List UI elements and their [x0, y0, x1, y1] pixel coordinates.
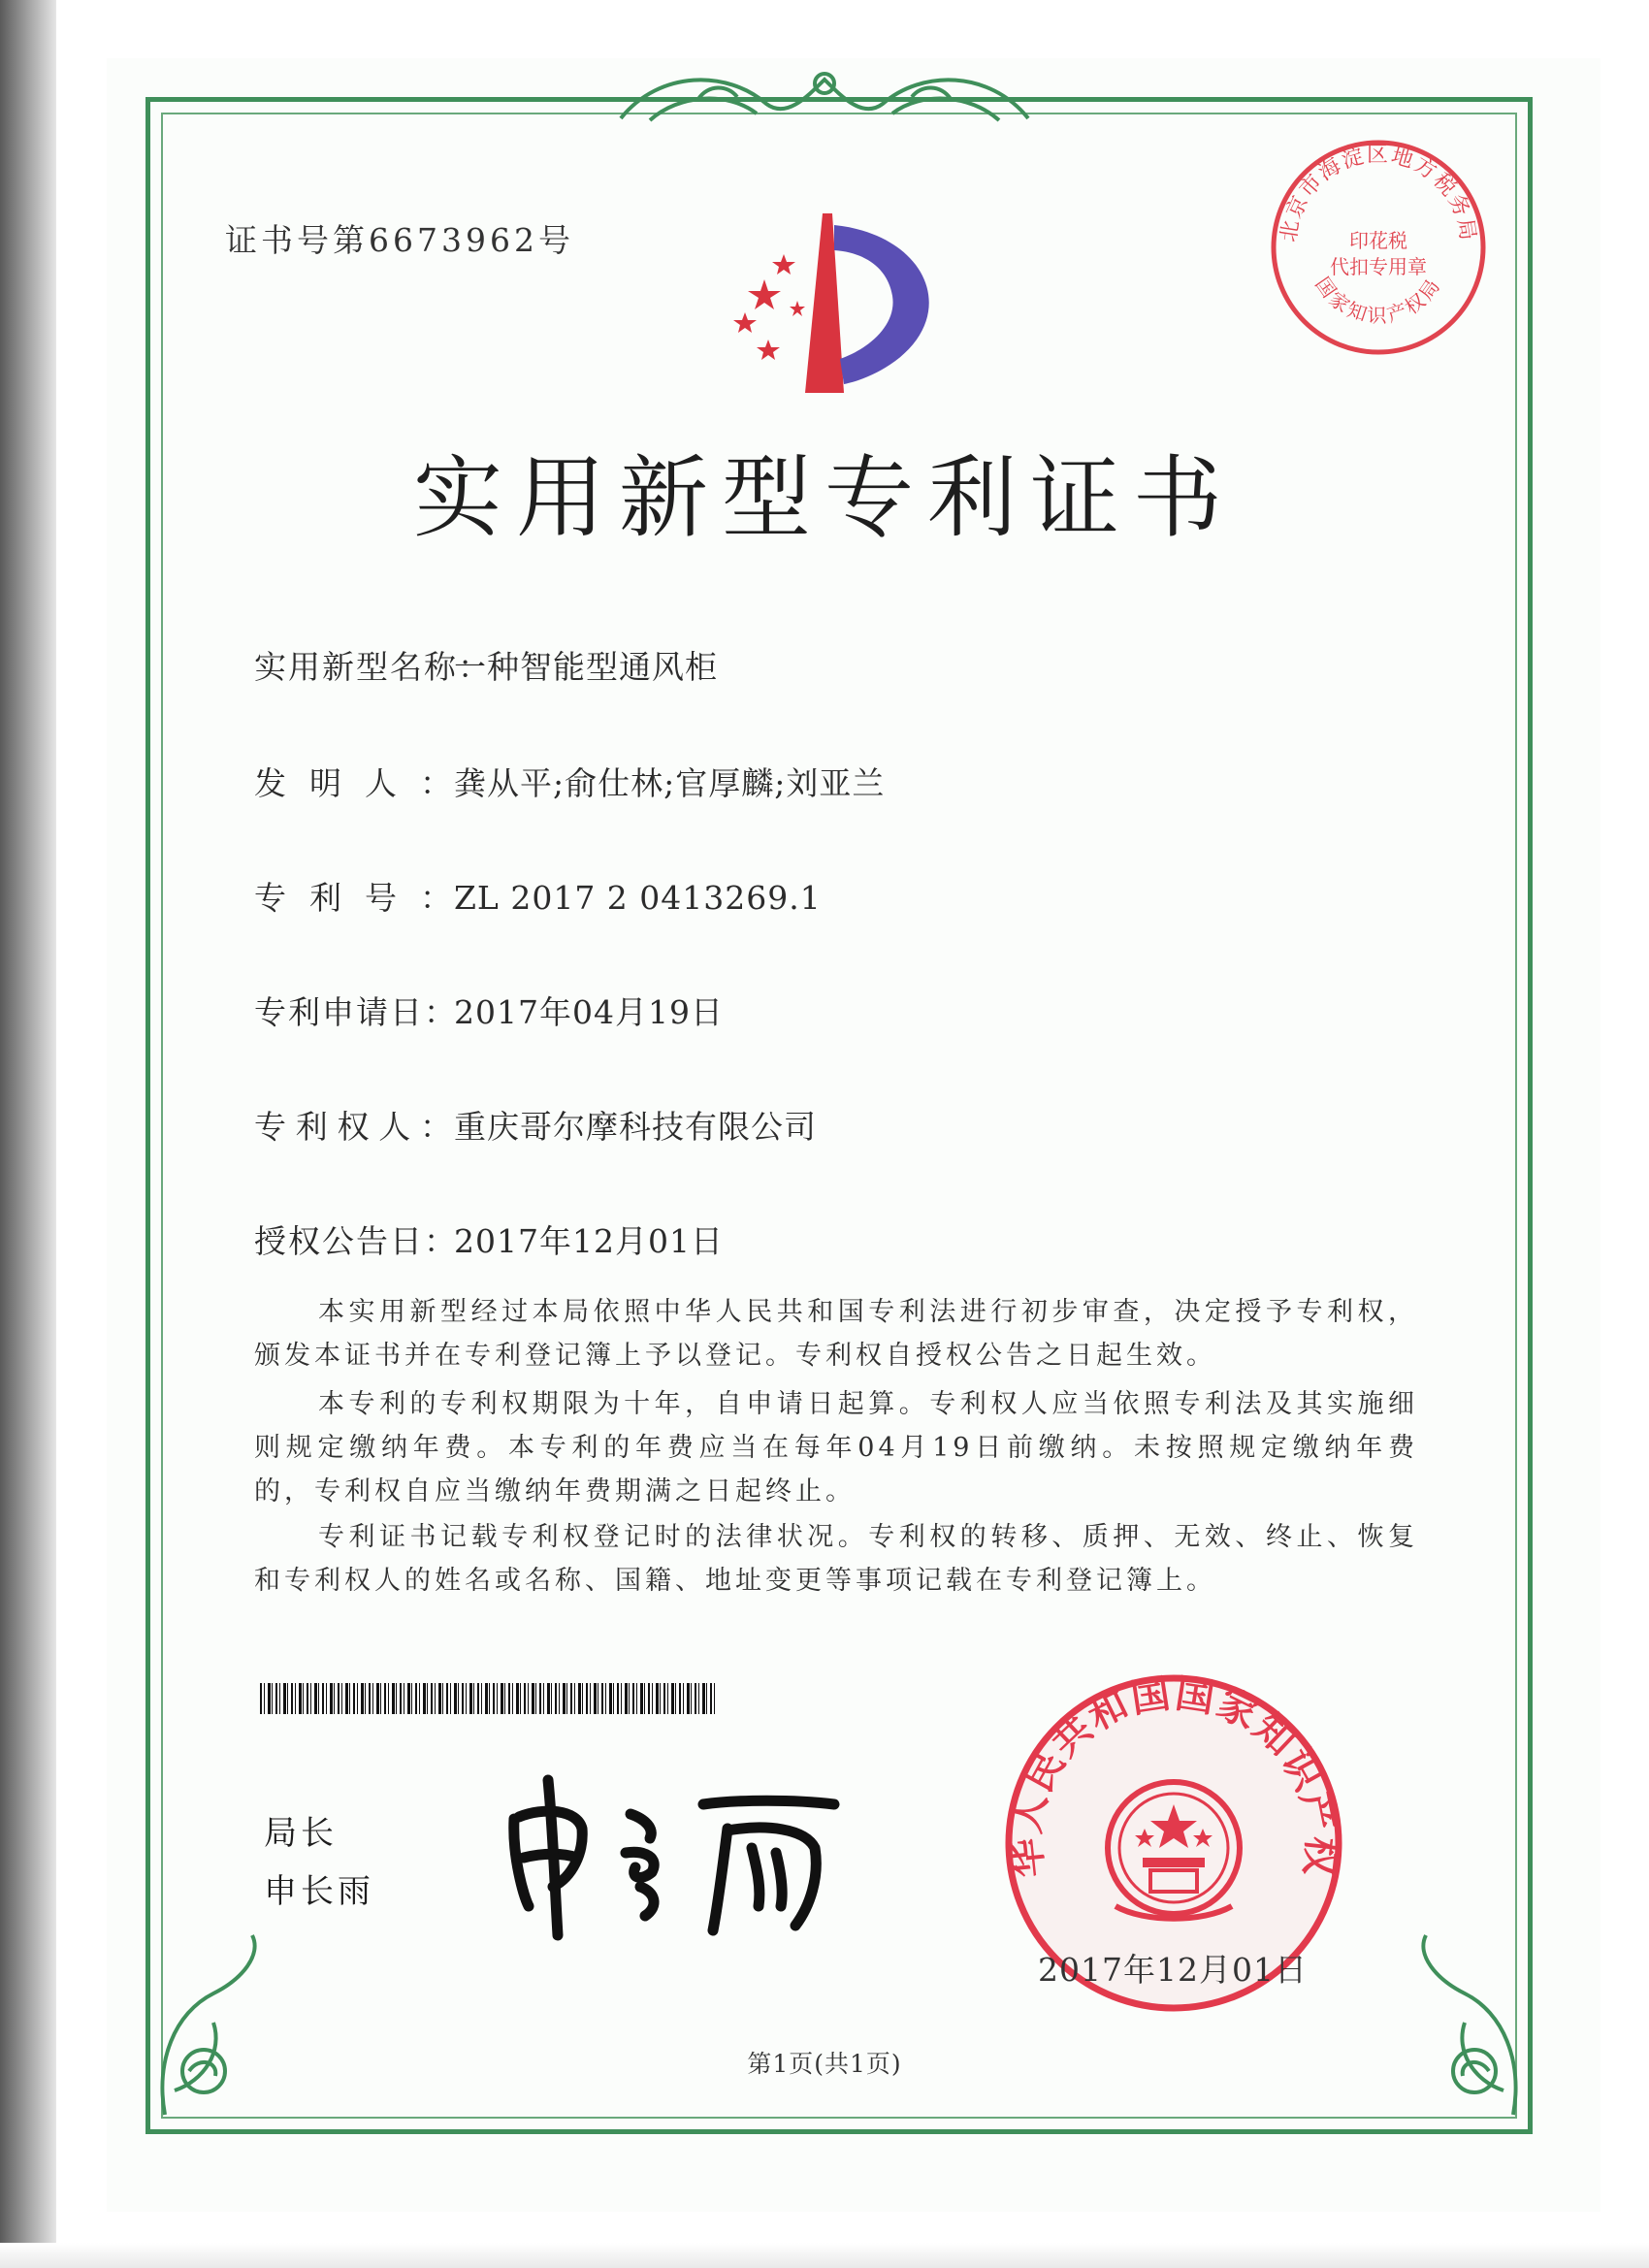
tax-stamp-bottom-text: 国家知识产权局 [1310, 273, 1446, 328]
tax-stamp-outer-text: 北京市海淀区地方税务局 [1277, 143, 1480, 244]
field-model-name [254, 642, 718, 688]
seal-date: 2017年12月01日 [1038, 1951, 1308, 1989]
page-title: 实用新型专利证书 [412, 446, 1236, 550]
field-value: 2017年04月19日 [454, 993, 724, 1031]
field-label: 专利权人： [254, 1108, 454, 1146]
body-paragraph-3: 专利证书记载专利权登记时的法律状况。专利权的转移、质押、无效、终止、恢复和专利权人的姓名或名称、国籍、地址变更等事项记载在专利登记簿上。 [254, 1522, 1418, 1596]
scan-bottom-edge [0, 2243, 1649, 2268]
top-ornament-icon [582, 60, 1067, 138]
tax-stamp [1267, 136, 1490, 359]
field-label: 专利申请日： [254, 993, 458, 1031]
barcode [260, 1683, 716, 1714]
field-label: 专利号： [254, 879, 454, 917]
field-grant-date [254, 1216, 724, 1262]
page-number: 第1页(共1页) [747, 2050, 902, 2078]
tax-stamp-line2: 代扣专用章 [1330, 255, 1427, 278]
director-title: 局长 [264, 1814, 338, 1853]
director-signature-icon [485, 1761, 873, 1945]
tax-stamp-line1: 印花税 [1349, 229, 1407, 252]
cnipa-logo-icon [708, 204, 960, 398]
field-value: 一种智能型通风柜 [454, 648, 718, 686]
bottom-left-ornament-icon [146, 1926, 301, 2120]
body-paragraph-2: 本专利的专利权期限为十年，自申请日起算。专利权人应当依照专利法及其实施细则规定缴纳年费。本专利的年费应当在每年04月19日前缴纳。未按照规定缴纳年费的，专利权自应当缴纳年费期满之日起终止。 [254, 1389, 1418, 1507]
field-patentee [254, 1102, 817, 1148]
director-name: 申长雨 [264, 1872, 374, 1911]
field-label: 实用新型名称： [254, 648, 492, 686]
field-inventors [254, 759, 885, 804]
field-value: 2017年12月01日 [454, 1222, 724, 1260]
field-label: 发明人： [254, 764, 454, 802]
field-value: ZL 2017 2 0413269.1 [454, 879, 822, 917]
bottom-right-ornament-icon [1377, 1926, 1533, 2120]
field-value: 龚从平;俞仕林;官厚麟;刘亚兰 [454, 764, 886, 802]
scan-shadow-edge [0, 0, 56, 2268]
svg-text:国家知识产权局 [1310, 273, 1445, 327]
body-paragraph-1: 本实用新型经过本局依照中华人民共和国专利法进行初步审查，决定授予专利权，颁发本证书并在专利登记簿上予以登记。专利权自授权公告之日起生效。 [254, 1297, 1418, 1371]
field-patent-number [254, 873, 822, 919]
seal-text: 华人民共和国国家知识产权 [1003, 1671, 1344, 1880]
field-value: 重庆哥尔摩科技有限公司 [454, 1108, 817, 1146]
field-label: 授权公告日： [254, 1222, 458, 1260]
certificate-number: 证书号第6673962号 [225, 221, 574, 259]
field-application-date [254, 988, 724, 1033]
